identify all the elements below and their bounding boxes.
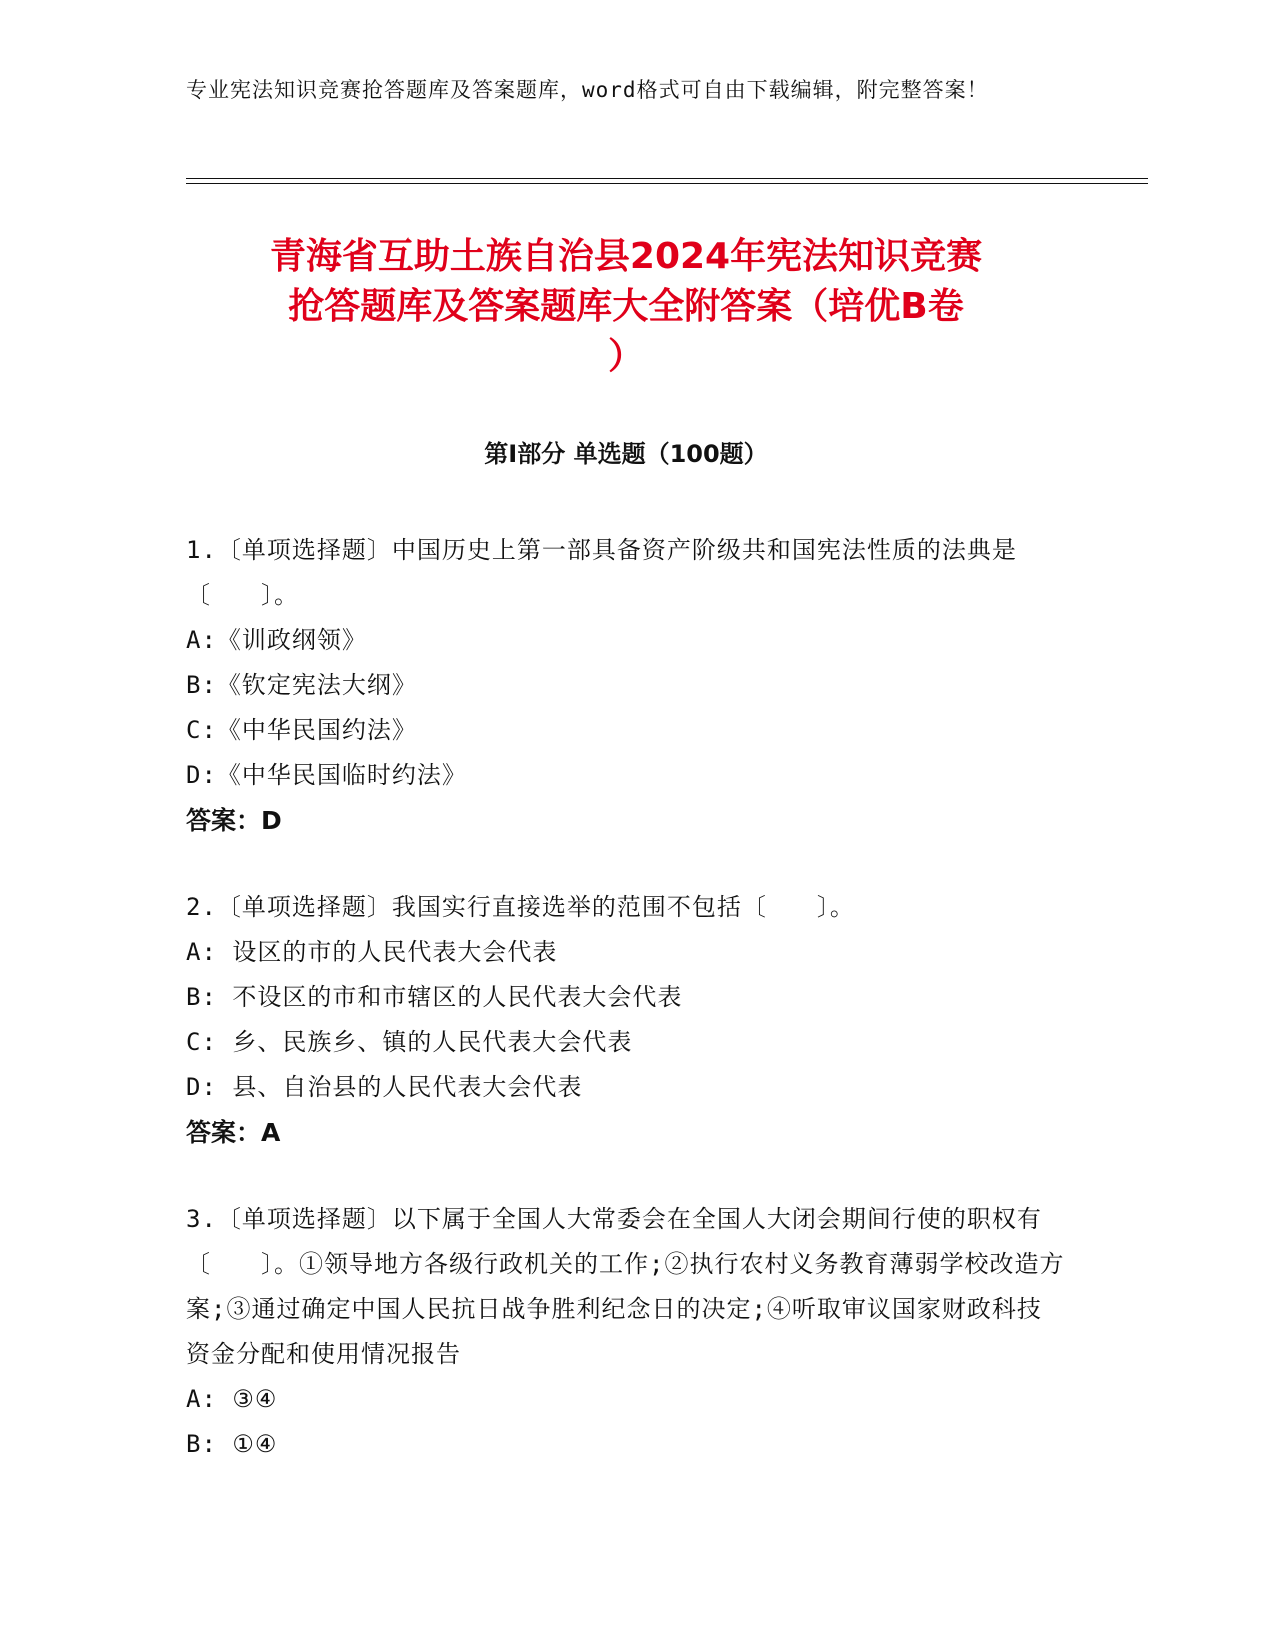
header-rule-bottom — [186, 183, 1148, 184]
question-1 — [186, 528, 1066, 843]
question-text: 3.〔单项选择题〕以下属于全国人大常委会在全国人大闭会期间行使的职权有〔 〕。①领导地方各级行政机关的工作;②执行农村义务教育薄弱学校改造方案;③通过确定中国人民抗日战争胜利纪念日的决定;④听取审议国家财政科技资金分配和使用情况报告 — [186, 1205, 1065, 1368]
answer-label: 答案：D — [186, 806, 282, 835]
section-title: 第Ⅰ部分 单选题（100题） — [484, 440, 768, 468]
option-a: A:《训政纲领》 — [186, 626, 367, 654]
option-c: C:《中华民国约法》 — [186, 716, 417, 744]
header-rule-top — [186, 178, 1148, 179]
question-text: 2.〔单项选择题〕我国实行直接选举的范围不包括〔 〕。 — [186, 893, 855, 921]
question-text: 1.〔单项选择题〕中国历史上第一部具备资产阶级共和国宪法性质的法典是〔 〕。 — [186, 536, 1017, 609]
answer-label: 答案：A — [186, 1118, 281, 1147]
option-b: B: ①④ — [186, 1430, 278, 1458]
title-line: 青海省互助土族自治县2024年宪法知识竞赛 — [269, 236, 983, 277]
title-line: 抢答题库及答案题库大全附答案（培优B卷 — [288, 286, 964, 327]
question-3 — [186, 1197, 1066, 1467]
option-a: A: 设区的市的人民代表大会代表 — [186, 938, 558, 966]
option-a: A: ③④ — [186, 1385, 278, 1413]
title-line: ） — [607, 336, 644, 377]
option-d: D: 县、自治县的人民代表大会代表 — [186, 1073, 583, 1101]
question-2 — [186, 885, 1066, 1155]
option-b: B:《钦定宪法大纲》 — [186, 671, 417, 699]
option-c: C: 乡、民族乡、镇的人民代表大会代表 — [186, 1028, 633, 1056]
header-note: 专业宪法知识竞赛抢答题库及答案题库，word格式可自由下载编辑，附完整答案！ — [186, 78, 989, 102]
option-d: D:《中华民国临时约法》 — [186, 761, 467, 789]
question-list — [186, 528, 1066, 1509]
document-title — [186, 232, 1066, 382]
option-b: B: 不设区的市和市辖区的人民代表大会代表 — [186, 983, 683, 1011]
